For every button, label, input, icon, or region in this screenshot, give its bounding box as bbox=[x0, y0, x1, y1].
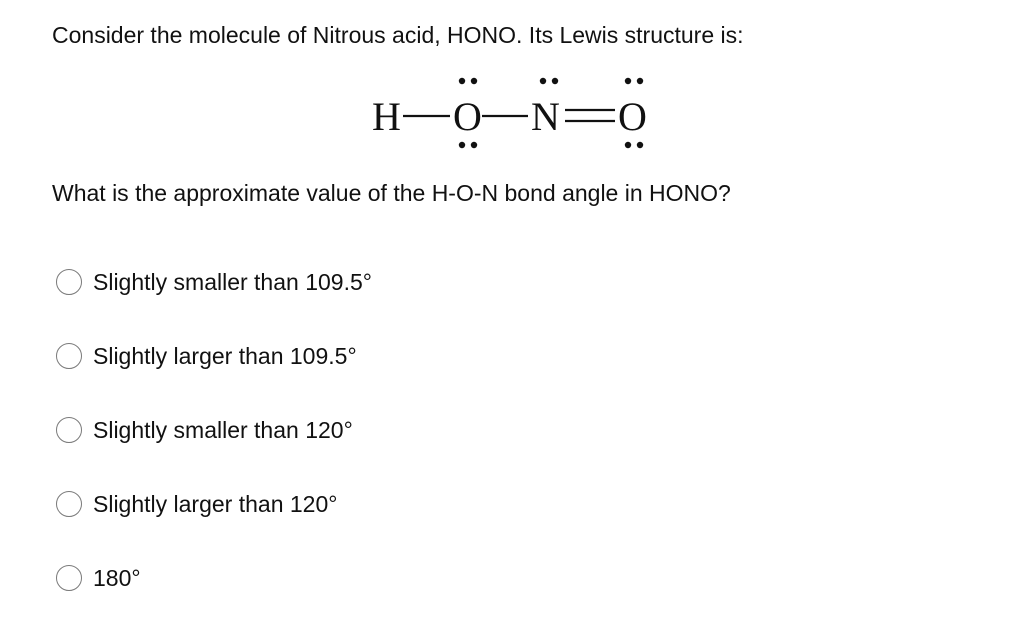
lone-pair-o1-bottom bbox=[459, 142, 477, 148]
radio-button[interactable] bbox=[56, 269, 82, 295]
lewis-structure-diagram bbox=[360, 68, 670, 158]
atom-h: H bbox=[372, 94, 401, 139]
lone-pair-o2-bottom bbox=[625, 142, 643, 148]
answer-option[interactable] bbox=[56, 336, 372, 376]
answer-option[interactable] bbox=[56, 558, 372, 598]
answer-option[interactable] bbox=[56, 262, 372, 302]
atom-o1: O bbox=[453, 94, 482, 139]
answer-option[interactable] bbox=[56, 484, 372, 524]
radio-button[interactable] bbox=[56, 565, 82, 591]
atom-o2: O bbox=[618, 94, 647, 139]
lone-pair-o2-top bbox=[625, 78, 643, 84]
lone-pair-o1-top bbox=[459, 78, 477, 84]
bond-n-o-double bbox=[565, 110, 615, 121]
answer-label: 180° bbox=[93, 565, 141, 591]
answer-label: Slightly smaller than 109.5° bbox=[93, 269, 372, 295]
radio-button[interactable] bbox=[56, 343, 82, 369]
radio-button[interactable] bbox=[56, 417, 82, 443]
question-prompt: What is the approximate value of the H-O-N bond angle in HONO? bbox=[52, 180, 731, 206]
question-intro: Consider the molecule of Nitrous acid, HONO. Its Lewis structure is: bbox=[52, 22, 744, 48]
answer-choices bbox=[56, 262, 372, 628]
answer-option[interactable] bbox=[56, 410, 372, 450]
answer-label: Slightly larger than 120° bbox=[93, 491, 338, 517]
lewis-structure bbox=[360, 68, 670, 158]
radio-button[interactable] bbox=[56, 491, 82, 517]
answer-label: Slightly smaller than 120° bbox=[93, 417, 353, 443]
lone-pair-n-top bbox=[540, 78, 558, 84]
answer-label: Slightly larger than 109.5° bbox=[93, 343, 357, 369]
atom-n: N bbox=[531, 94, 560, 139]
